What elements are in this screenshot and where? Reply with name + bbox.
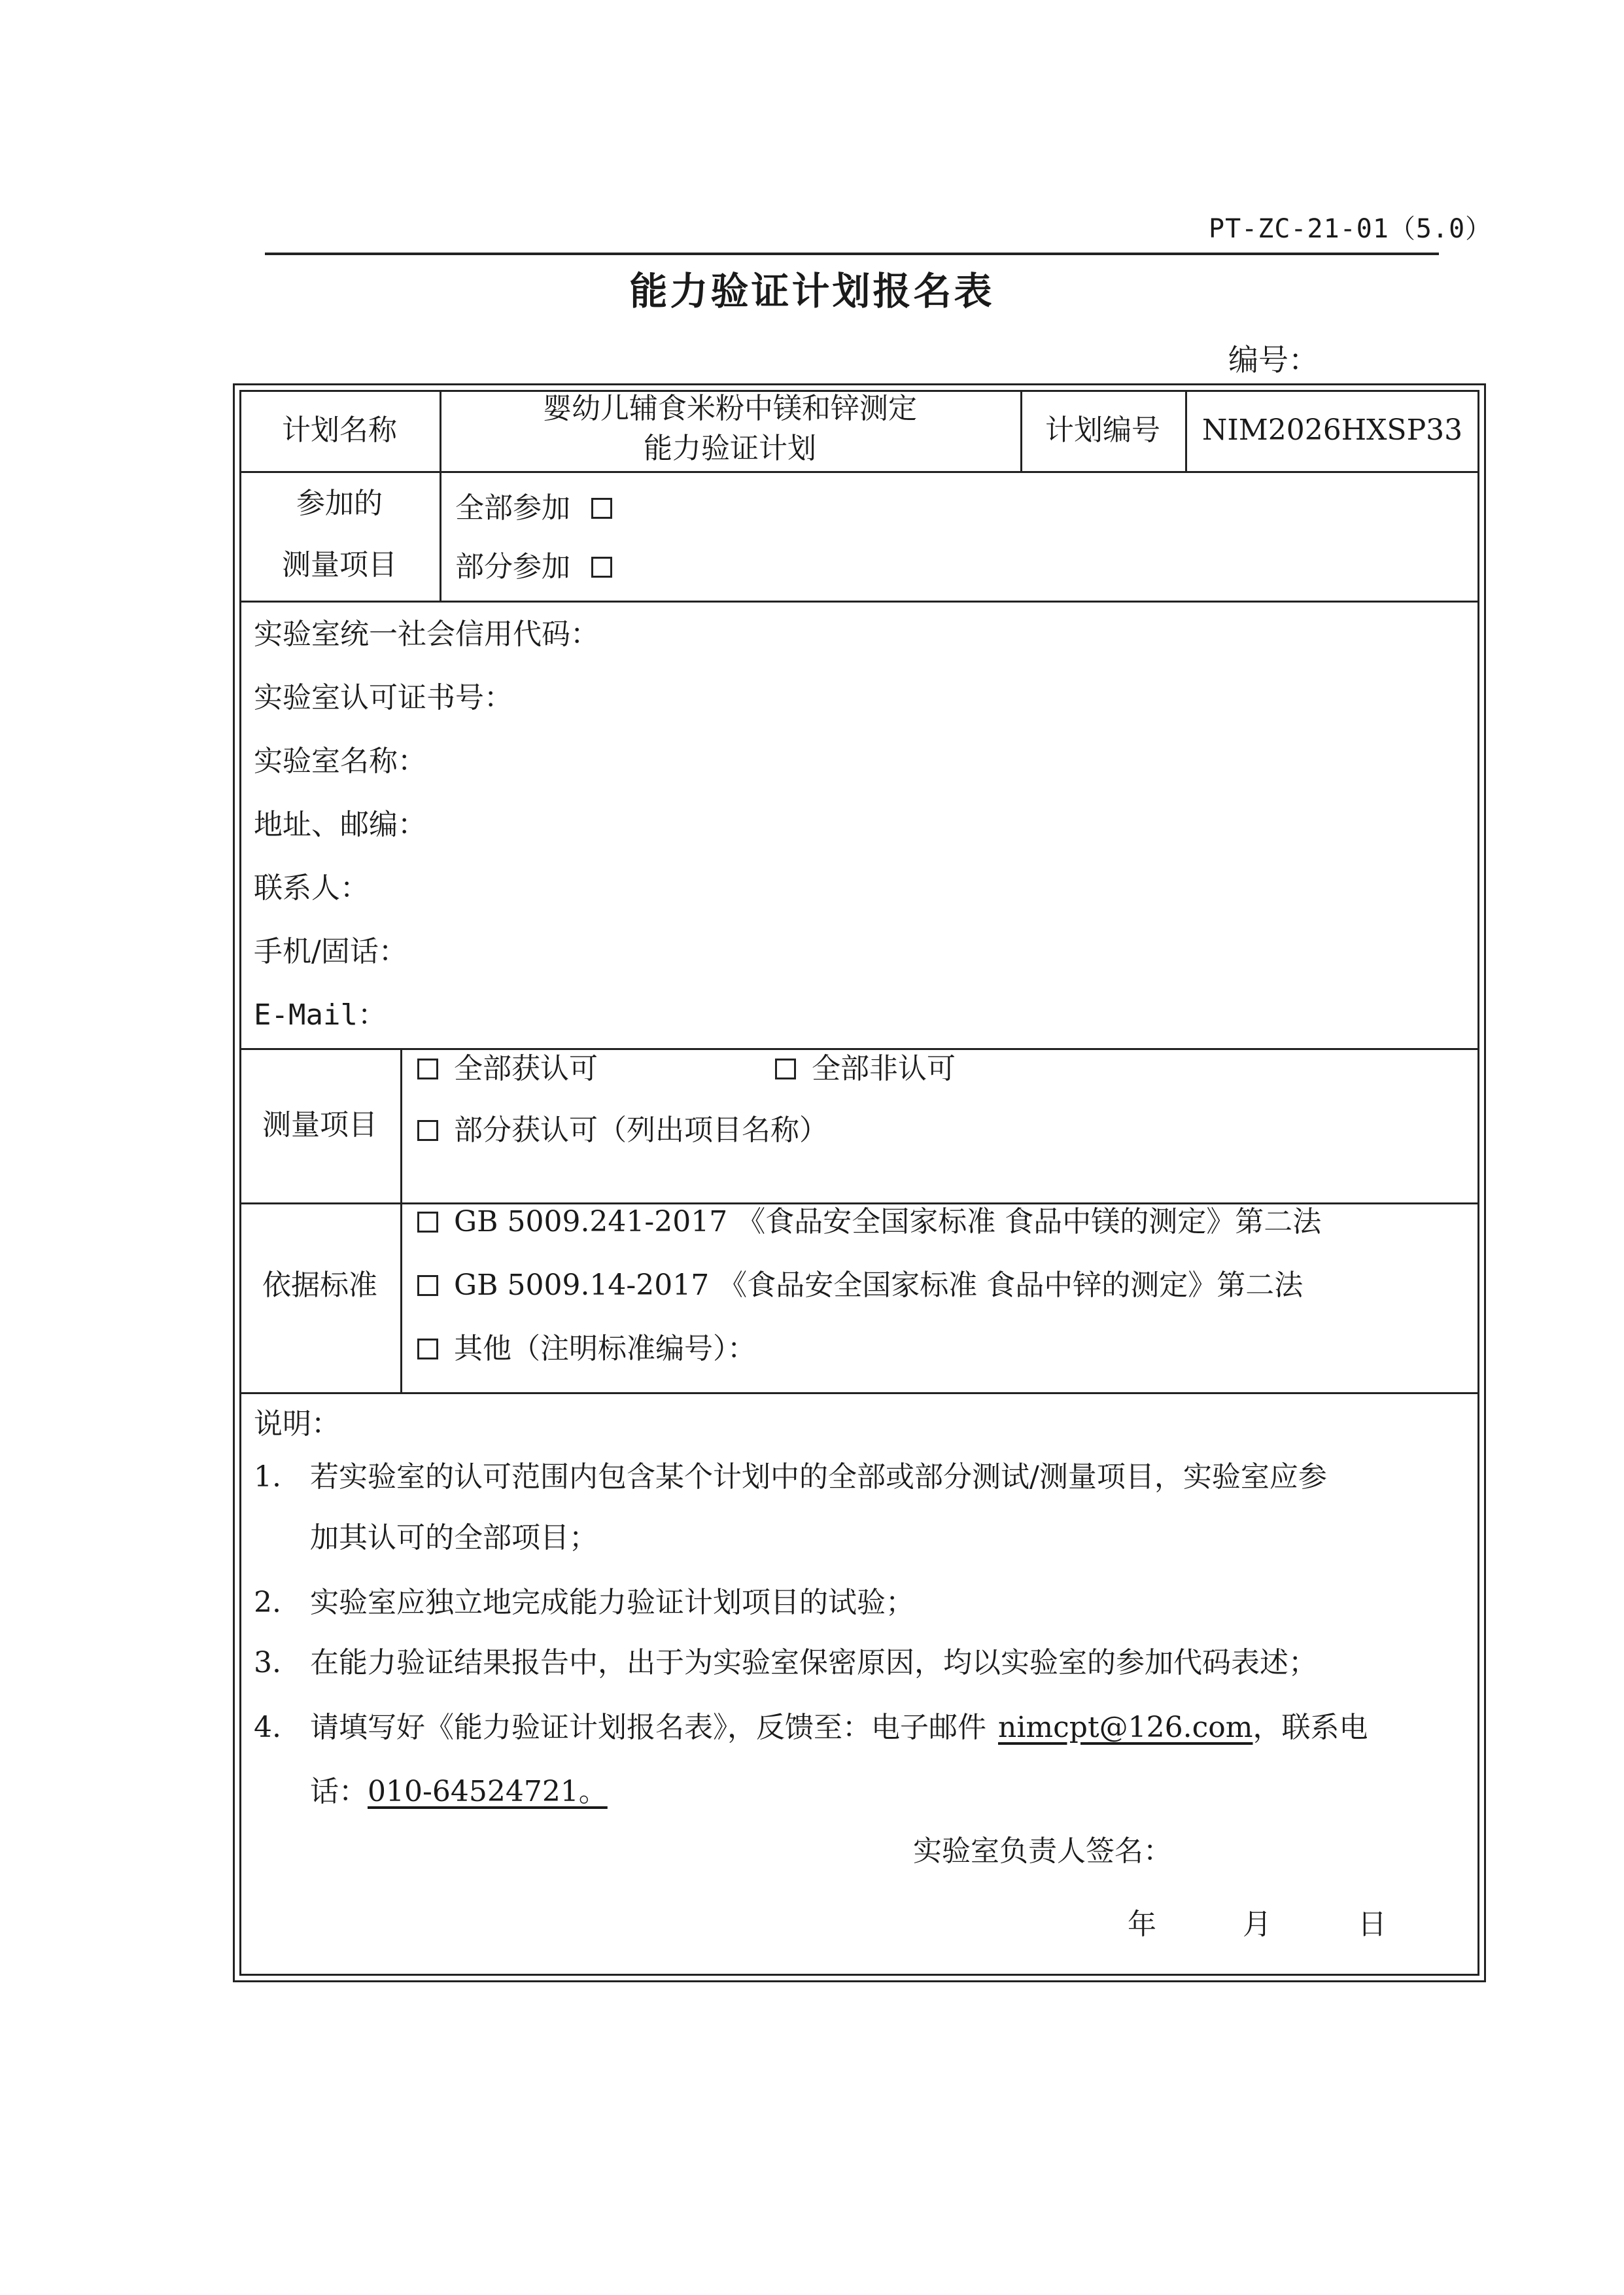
measure-all-accredited-label: 全部获认可 [454,1052,598,1085]
measure-all-accredited-option[interactable] [417,1052,598,1085]
measure-partial-checkbox[interactable] [417,1120,438,1141]
row-divider [239,1048,1479,1050]
note-3-number: 3. [254,1646,281,1679]
plan-number-value: NIM2026HXSP33 [1201,413,1463,447]
note-1-line1: 若实验室的认可范围内包含某个计划中的全部或部分测试/测量项目，实验室应参 [310,1460,1327,1494]
measure-partial-label: 部分获认可（列出项目名称） [454,1113,828,1147]
participation-part-checkbox[interactable] [591,557,612,578]
form-title: 能力验证计划报名表 [629,269,995,313]
note-4-email-link[interactable]: nimcpt@126.com [998,1711,1253,1744]
measure-all-not-option[interactable] [775,1052,956,1085]
standards-label: 依据标准 [262,1269,377,1302]
header-rule [265,253,1439,255]
row-divider [239,1202,1479,1204]
participation-label-line2: 测量项目 [282,548,397,582]
note-4-text: 请填写好《能力验证计划报名表》，反馈至：电子邮件 [310,1711,986,1744]
participation-part-label: 部分参加 [455,550,570,584]
standard-option-other[interactable] [417,1332,756,1365]
standard-other-label: 其他（注明标准编号）： [454,1332,756,1365]
plan-name-label: 计划名称 [282,413,397,447]
row-divider [239,1392,1479,1394]
field-accreditation-number[interactable]: 实验室认可证书号： [254,681,513,714]
standard-option-1[interactable] [417,1205,1322,1238]
standard-other-checkbox[interactable] [417,1339,438,1359]
participation-all-option[interactable] [455,491,612,525]
participation-part-option[interactable] [455,550,612,584]
standard-1-label: GB 5009.241-2017 《食品安全国家标准 食品中镁的测定》第二法 [454,1205,1322,1238]
field-credit-code[interactable]: 实验室统一社会信用代码： [254,618,599,651]
note-1-number: 1. [254,1460,281,1494]
note-4-line1 [310,1713,1368,1742]
standard-1-checkbox[interactable] [417,1212,438,1233]
field-email[interactable]: E-Mail： [254,998,387,1032]
standard-2-label: GB 5009.14-2017 《食品安全国家标准 食品中锌的测定》第二法 [454,1269,1304,1302]
participation-all-checkbox[interactable] [591,498,612,519]
serial-number-label: 编号： [1228,342,1319,377]
measure-all-not-checkbox[interactable] [775,1059,796,1079]
field-contact-person[interactable]: 联系人： [254,871,369,905]
standard-2-checkbox[interactable] [417,1275,438,1296]
measure-partial-option[interactable] [417,1113,828,1147]
note-3-text: 在能力验证结果报告中，出于为实验室保密原因，均以实验室的参加代码表述； [310,1646,1317,1679]
column-divider [400,1048,402,1392]
field-lab-name[interactable]: 实验室名称： [254,745,426,778]
measure-all-not-label: 全部非认可 [812,1052,956,1085]
standard-option-2[interactable] [417,1271,1303,1300]
note-4-number: 4. [254,1711,281,1744]
field-phone[interactable]: 手机/固话： [254,935,407,968]
row-divider [239,601,1479,603]
field-address-postcode[interactable]: 地址、邮编： [254,808,426,841]
date-month-label: 月 [1243,1908,1271,1941]
measure-label: 测量项目 [262,1108,377,1142]
note-4-phone-number: 010-64524721。 [368,1775,608,1808]
note-1-line2: 加其认可的全部项目； [310,1521,598,1554]
notes-heading: 说明： [254,1407,340,1441]
note-2-number: 2. [254,1586,281,1619]
plan-name-line2: 能力验证计划 [644,432,816,465]
plan-name-line1: 婴幼儿辅食米粉中镁和锌测定 [543,392,917,425]
participation-label-line1: 参加的 [296,487,383,520]
signature-label: 实验室负责人签名： [913,1834,1172,1868]
note-4-line2 [310,1775,608,1808]
document-code: PT-ZC-21-01（5.0） [1209,214,1493,244]
note-4-contact-text: ，联系电 [1253,1711,1368,1744]
date-day-label: 日 [1358,1908,1387,1941]
measure-all-accredited-checkbox[interactable] [417,1059,438,1079]
plan-number-label: 计划编号 [1045,413,1160,447]
date-year-label: 年 [1128,1908,1156,1941]
note-2-text: 实验室应独立地完成能力验证计划项目的试验； [310,1586,914,1619]
row-divider [239,471,1479,473]
note-4-phone-label: 话： [310,1775,368,1808]
participation-all-label: 全部参加 [455,491,570,525]
